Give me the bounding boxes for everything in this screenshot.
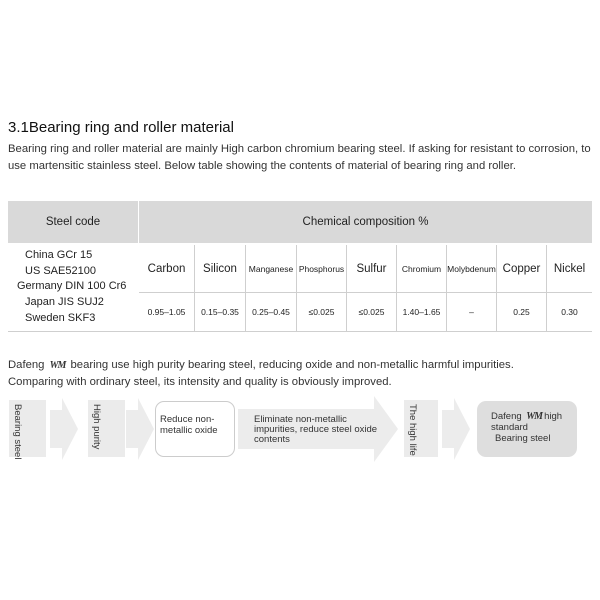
intro-paragraph: Bearing ring and roller material are mainly High carbon chromium bearing steel. If asking for resistant to corrosion, to use martensitic stainless steel. Below table showing the contents of material of bearing ring and roller. — [8, 143, 591, 172]
steel-code-sweden: Sweden SKF3 — [25, 312, 96, 324]
flow-step-high-standard-line-2: Bearing steel — [495, 433, 551, 444]
header-steel-code: Steel code — [8, 201, 138, 243]
header-chemical-composition: Chemical composition % — [139, 201, 592, 243]
flow-step-bearing-steel-label: Bearing steel — [12, 404, 23, 460]
value-copper: 0.25 — [496, 293, 546, 331]
element-phosphorus: Phosphorus — [296, 245, 346, 293]
element-sulfur: Sulfur — [346, 245, 396, 293]
composition-table — [8, 201, 592, 331]
flow-step-bearing-steel — [9, 400, 46, 460]
value-silicon: 0.15–0.35 — [194, 293, 245, 331]
flow-step-high-life — [404, 400, 438, 457]
element-row — [139, 245, 592, 293]
flow-arrow-1-icon — [50, 398, 80, 460]
steel-code-japan: Japan JIS SUJ2 — [25, 296, 104, 308]
steel-code-germany: Germany DIN 100 Cr6 — [17, 280, 127, 292]
flow-arrow-4-icon — [442, 398, 472, 460]
value-phosphorus: ≤0.025 — [296, 293, 346, 331]
steel-code-list — [8, 245, 138, 331]
composition-grid — [139, 245, 592, 331]
value-nickel: 0.30 — [546, 293, 592, 331]
element-silicon: Silicon — [194, 245, 245, 293]
flow-step-high-standard-line-1 — [491, 411, 573, 433]
note-line-1 — [8, 357, 596, 374]
section-title: 3.1Bearing ring and roller material — [8, 119, 234, 136]
value-chromium: 1.40–1.65 — [396, 293, 446, 331]
flow-step-eliminate-impurities: Eliminate non-metallic impurities, reduce steel oxide contents — [254, 414, 378, 445]
value-sulfur: ≤0.025 — [346, 293, 396, 331]
element-chromium: Chromium — [396, 245, 446, 293]
flow-step-high-purity-label: High purity — [91, 404, 102, 450]
flow-step-reduce-oxide — [155, 401, 235, 457]
note-text: bearing use high purity bearing steel, reducing oxide and non-metallic harmful impurities. — [67, 359, 514, 371]
value-molybdenum: – — [446, 293, 496, 331]
brand-logo: WM — [49, 360, 66, 371]
flow-arrow-2-icon — [126, 398, 156, 460]
flow-step-high-standard — [477, 401, 577, 457]
flow-brand-logo: WM — [526, 411, 543, 422]
flow-step-high-purity — [88, 400, 125, 457]
steel-code-us: US SAE52100 — [25, 265, 96, 277]
value-row — [139, 293, 592, 331]
flow-step-high-life-label: The high life — [407, 404, 418, 456]
table-bottom-rule — [8, 331, 592, 332]
element-nickel: Nickel — [546, 245, 592, 293]
element-manganese: Manganese — [245, 245, 296, 293]
purity-note — [8, 357, 596, 391]
flow-brand-name: Dafeng — [491, 411, 522, 422]
brand-name: Dafeng — [8, 359, 45, 371]
value-manganese: 0.25–0.45 — [245, 293, 296, 331]
value-carbon: 0.95–1.05 — [147, 307, 186, 317]
flow-step-high-standard-text: high standard — [491, 411, 563, 433]
element-molybdenum: Molybdenum — [446, 245, 496, 293]
steel-code-china: China GCr 15 — [25, 249, 93, 261]
flow-step-reduce-oxide-label: Reduce non-metallic oxide — [160, 414, 218, 436]
element-copper: Copper — [496, 245, 546, 293]
note-line-2: Comparing with ordinary steel, its intensity and quality is obviously improved. — [8, 376, 392, 388]
element-carbon: Carbon — [139, 245, 194, 293]
